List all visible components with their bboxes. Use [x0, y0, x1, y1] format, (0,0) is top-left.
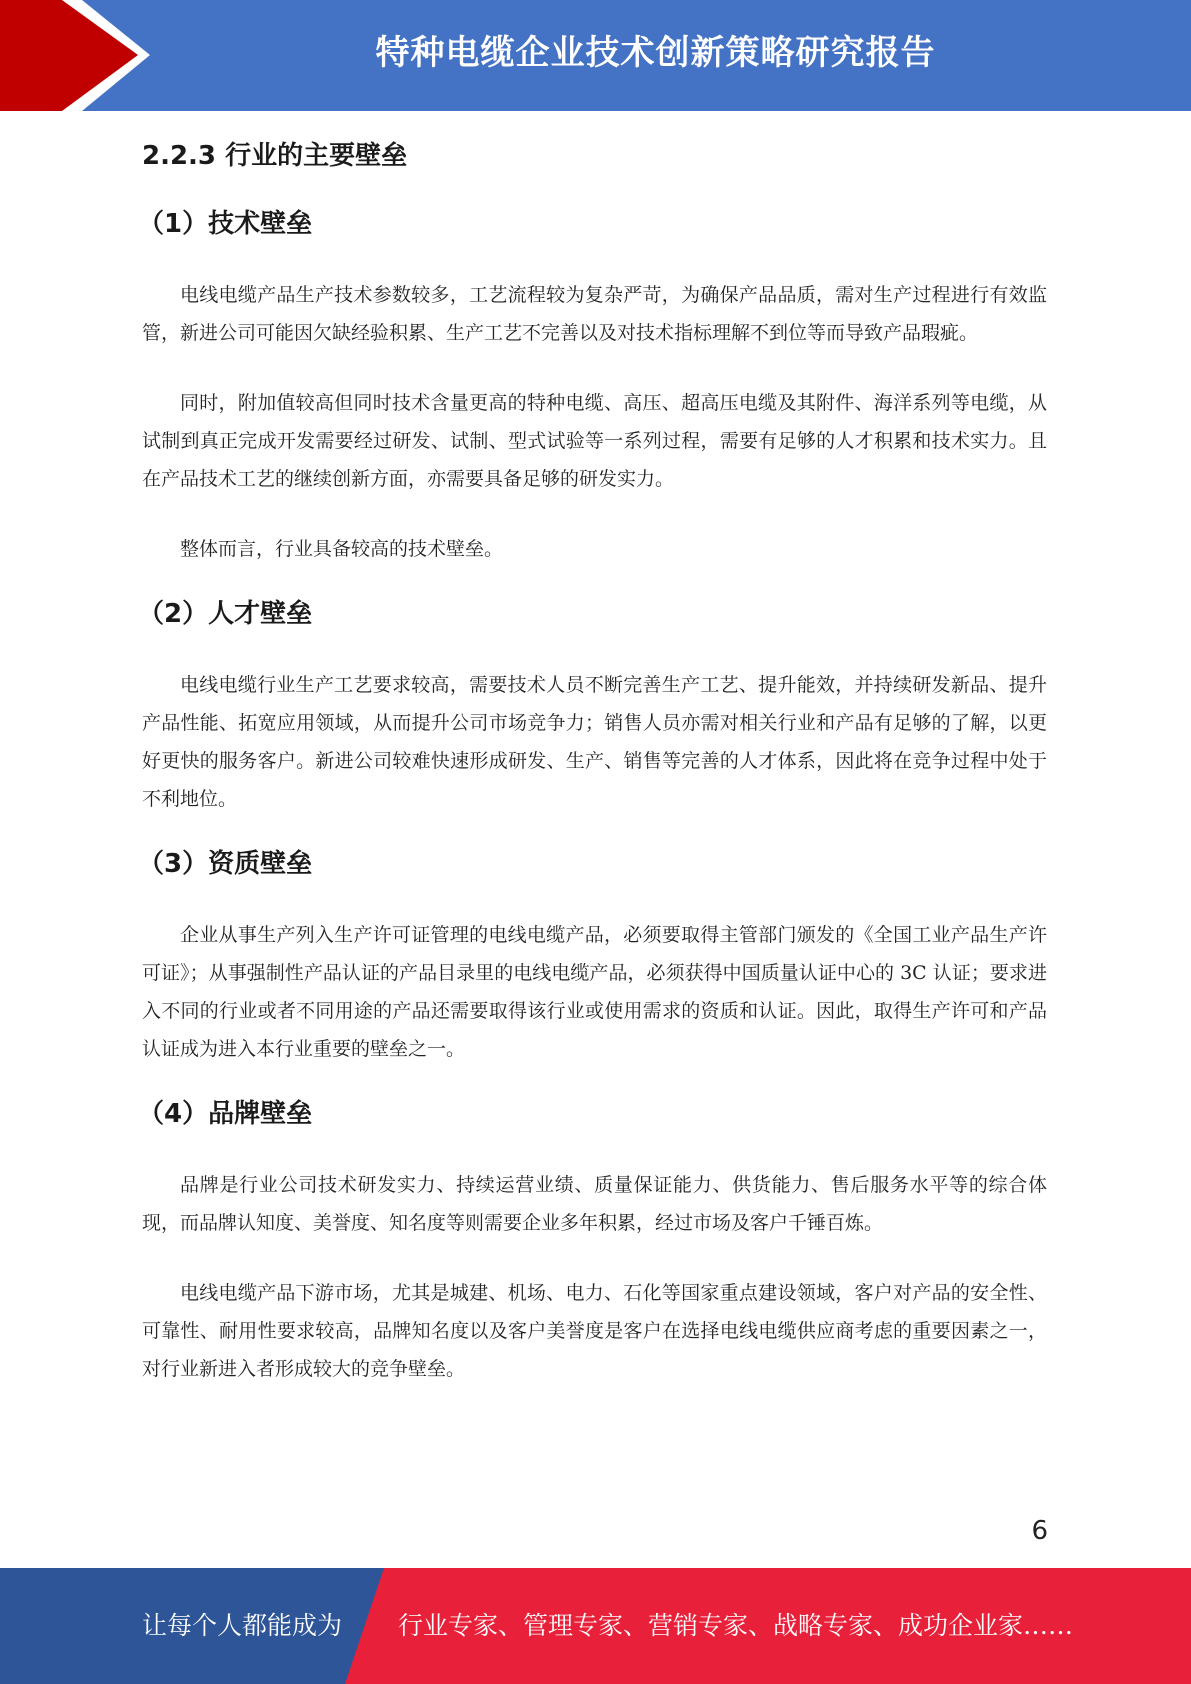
subsection-heading-qualification: （3）资质壁垒: [138, 849, 313, 879]
page-number: 6: [1031, 1516, 1048, 1546]
subsection-heading-brand: （4）品牌壁垒: [138, 1099, 313, 1129]
paragraph: 企业从事生产列入生产许可证管理的电线电缆产品，必须要取得主管部门颁发的《全国工业产品生产许可证》；从事强制性产品认证的产品目录里的电线电缆产品，必须获得中国质量认证中心的 3C 认证；要求进入不同的行业或者不同用途的产品还需要取得该行业或使用需求的资质和认证。因此，取得生产许可和产品认证成为进入本行业重要的壁垒之一。: [142, 924, 1047, 1060]
paragraph: 电线电缆产品下游市场，尤其是城建、机场、电力、石化等国家重点建设领域，客户对产品的安全性、可靠性、耐用性要求较高，品牌知名度以及客户美誉度是客户在选择电线电缆供应商考虑的重要因素之一，对行业新进入者形成较大的竞争壁垒。: [142, 1282, 1047, 1380]
page-header: [0, 0, 1191, 111]
subsection-heading-talent: （2）人才壁垒: [138, 599, 313, 629]
footer-slogan-right: 行业专家、管理专家、营销专家、战略专家、成功企业家……: [398, 1611, 1074, 1640]
paragraph: 同时，附加值较高但同时技术含量更高的特种电缆、高压、超高压电缆及其附件、海洋系列等电缆，从试制到真正完成开发需要经过研发、试制、型式试验等一系列过程，需要有足够的人才积累和技术实力。且在产品技术工艺的继续创新方面，亦需要具备足够的研发实力。: [142, 392, 1047, 490]
report-title: 特种电缆企业技术创新策略研究报告: [375, 33, 936, 73]
footer-slogan-left: 让每个人都能成为: [142, 1611, 343, 1640]
paragraph: 电线电缆行业生产工艺要求较高，需要技术人员不断完善生产工艺、提升能效，并持续研发新品、提升产品性能、拓宽应用领域，从而提升公司市场竞争力；销售人员亦需对相关行业和产品有足够的了解，以更好更快的服务客户。新进公司较难快速形成研发、生产、销售等完善的人才体系，因此将在竞争过程中处于不利地位。: [142, 674, 1047, 810]
paragraph: 品牌是行业公司技术研发实力、持续运营业绩、质量保证能力、供货能力、售后服务水平等的综合体现，而品牌认知度、美誉度、知名度等则需要企业多年积累，经过市场及客户千锤百炼。: [142, 1174, 1047, 1234]
section-heading: 2.2.3 行业的主要壁垒: [142, 141, 408, 171]
main-content: [138, 118, 1047, 1388]
page-footer: [0, 1568, 1191, 1684]
subsection-heading-tech: （1）技术壁垒: [138, 209, 313, 239]
paragraph: 整体而言，行业具备较高的技术壁垒。: [180, 538, 504, 560]
paragraph: 电线电缆产品生产技术参数较多，工艺流程较为复杂严苛，为确保产品品质，需对生产过程进行有效监管，新进公司可能因欠缺经验积累、生产工艺不完善以及对技术指标理解不到位等而导致产品瑕疵。: [142, 284, 1047, 344]
